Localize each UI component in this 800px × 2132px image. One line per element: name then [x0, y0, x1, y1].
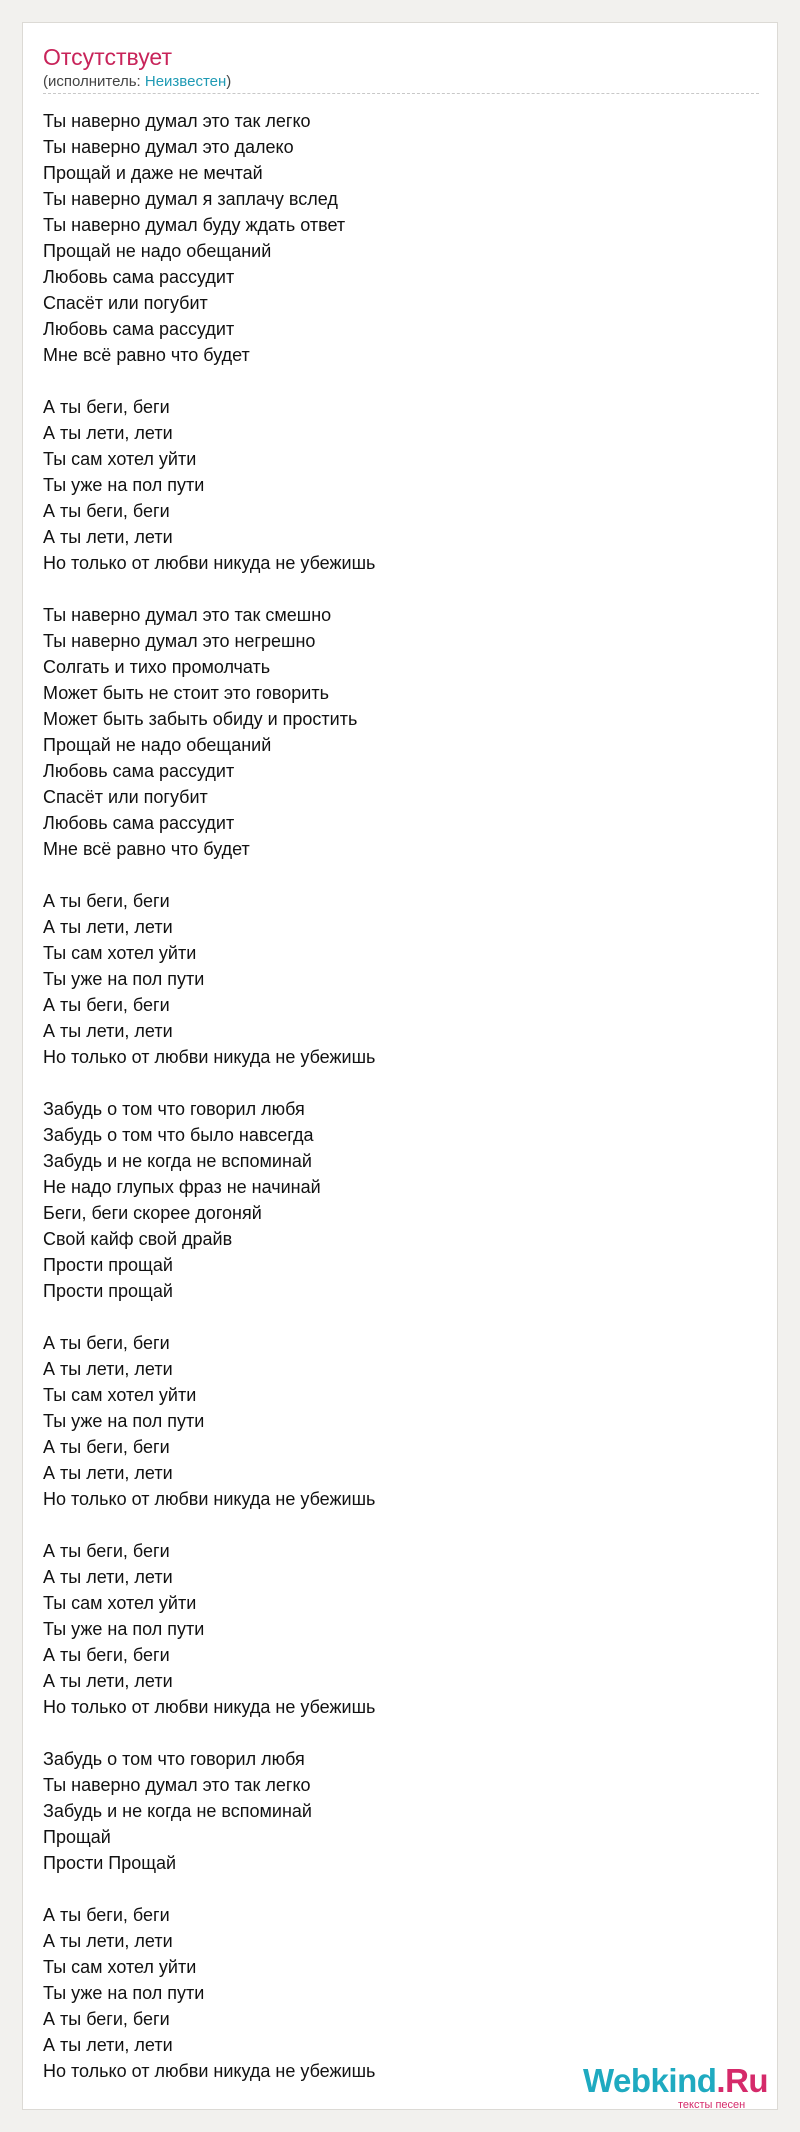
artist-line: [43, 73, 231, 91]
logo-main-text: Webkind: [583, 2062, 717, 2099]
header-divider: [43, 93, 759, 94]
lyrics-card: [22, 22, 778, 2110]
artist-suffix: ): [226, 73, 232, 90]
song-title: Отсутствует: [43, 44, 172, 70]
site-logo[interactable]: [583, 2063, 768, 2099]
artist-prefix: (исполнитель:: [43, 73, 145, 90]
logo-tld-text: .Ru: [716, 2062, 769, 2099]
lyrics-text: Ты наверно думал это так легко Ты наверно думал это далеко Прощай и даже не мечтай Ты наверно думал я заплачу вслед Ты наверно думал буду ждать ответ Прощай не надо обещаний Любовь сама рассудит Спасёт или погубит Любовь сама рассудит Мне всё равно что будет А ты беги, беги А ты лети, лети Ты сам хотел уйти Ты уже на пол пути А ты беги, беги А ты лети, лети Но только от любви никуда не убежишь Ты наверно думал это так смешно Ты наверно думал это негрешно Солгать и тихо промолчать Может быть не стоит это говорить Может быть забыть обиду и простить Прощай не надо обещаний Любовь сама рассудит Спасёт или погубит Любовь сама рассудит Мне всё равно что будет А ты беги, беги А ты лети, лети Ты сам хотел уйти Ты уже на пол пути А ты беги, беги А ты лети, лети Но только от любви никуда не убежишь Забудь о том что говорил любя Забудь о том что было навсегда Забудь и не когда не вспоминай Не надо глупых фраз не начинай Беги, беги скорее догоняй Свой кайф свой драйв Прости прощай Прости прощай А ты беги, беги А ты лети, лети Ты сам хотел уйти Ты уже на пол пути А ты беги, беги А ты лети, лети Но только от любви никуда не убежишь А ты беги, беги А ты лети, лети Ты сам хотел уйти Ты уже на пол пути А ты беги, беги А ты лети, лети Но только от любви никуда не убежишь Забудь о том что говорил любя Ты наверно думал это так легко Забудь и не когда не вспоминай Прощай Прости Прощай А ты беги, беги А ты лети, лети Ты сам хотел уйти Ты уже на пол пути А ты беги, беги А ты лети, лети Но только от любви никуда не убежишь: [43, 111, 376, 2081]
logo-tagline: тексты песен: [678, 2099, 746, 2111]
artist-link[interactable]: Неизвестен: [144, 73, 227, 90]
